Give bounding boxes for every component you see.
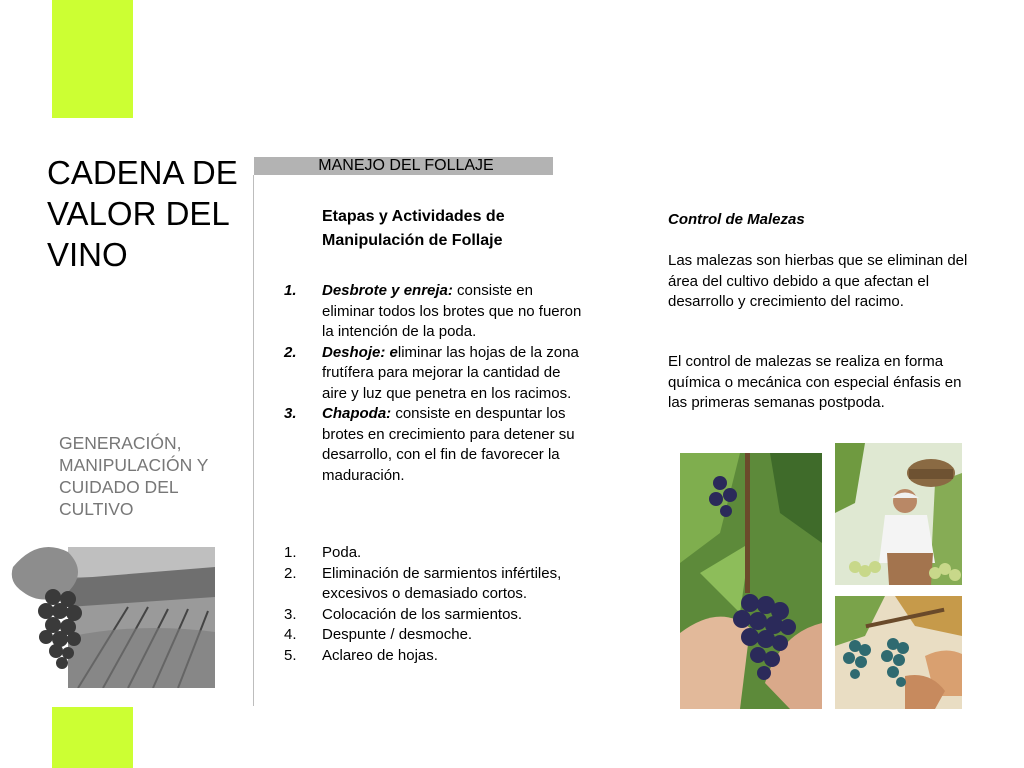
activity-number: 1. — [284, 544, 297, 561]
accent-bar-bottom — [52, 707, 133, 768]
step-number: 3. — [284, 405, 297, 422]
activity-number: 3. — [284, 605, 297, 623]
step-item — [284, 404, 589, 486]
activity-item — [284, 543, 589, 564]
activities-list — [284, 543, 589, 666]
activity-text: Aclareo de hojas. — [322, 646, 438, 664]
page-subtitle: GENERACIÓN, MANIPULACIÓN Y CUIDADO DEL CULTIVO — [59, 433, 209, 519]
activity-text: Colocación de los sarmientos. — [322, 605, 523, 623]
step-text: consiste en despuntar los brotes en crecimiento para detener su desarrollo, con el fin de favorecer la maduración. — [322, 405, 575, 484]
step-number: 2. — [284, 343, 297, 361]
vineyard-grayscale-image — [8, 537, 215, 688]
section-title: Etapas y Actividades de Manipulación de Follaje — [322, 208, 505, 249]
activity-item — [284, 625, 589, 646]
step-item — [284, 281, 589, 343]
page-title: CADENA DE VALOR DEL VINO — [47, 154, 238, 273]
activity-text: Poda. — [322, 544, 362, 561]
steps-list — [284, 281, 589, 486]
activity-item — [284, 646, 589, 667]
harvester-basket-image — [835, 443, 962, 585]
activity-item — [284, 564, 589, 605]
step-term: Desbrote y enreja: — [322, 282, 453, 299]
activity-text: Despunte / desmoche. — [322, 626, 473, 643]
activity-number: 4. — [284, 626, 297, 643]
malezas-paragraph-2: El control de malezas se realiza en forma química o mecánica con especial énfasis en las primeras semanas postpoda. — [668, 353, 962, 411]
section-header: MANEJO DEL FOLLAJE — [318, 157, 494, 174]
column-divider — [253, 175, 254, 706]
grape-hands-image — [680, 453, 822, 709]
activity-number: 5. — [284, 646, 297, 664]
malezas-title: Control de Malezas — [668, 211, 805, 228]
activity-text: Eliminación de sarmientos infértiles, excesivos o demasiado cortos. — [322, 564, 562, 602]
activity-item — [284, 605, 589, 626]
step-number: 1. — [284, 282, 297, 299]
accent-bar-top — [52, 0, 133, 118]
step-item — [284, 343, 589, 405]
step-text: liminar las hojas de la zona frutífera para mejorar la cantidad de aire y luz que penetra en los racimos. — [322, 343, 579, 402]
step-text: consiste en eliminar todos los brotes que no fueron la intención de la poda. — [322, 282, 582, 340]
grape-pruning-image — [835, 596, 962, 709]
activity-number: 2. — [284, 564, 297, 582]
step-term: Chapoda: — [322, 405, 392, 422]
step-term: Deshoje: e — [322, 343, 398, 361]
malezas-paragraph-1: Las malezas son hierbas que se eliminan del área del cultivo debido a que afectan el desarrollo y crecimiento del racimo. — [668, 252, 968, 310]
